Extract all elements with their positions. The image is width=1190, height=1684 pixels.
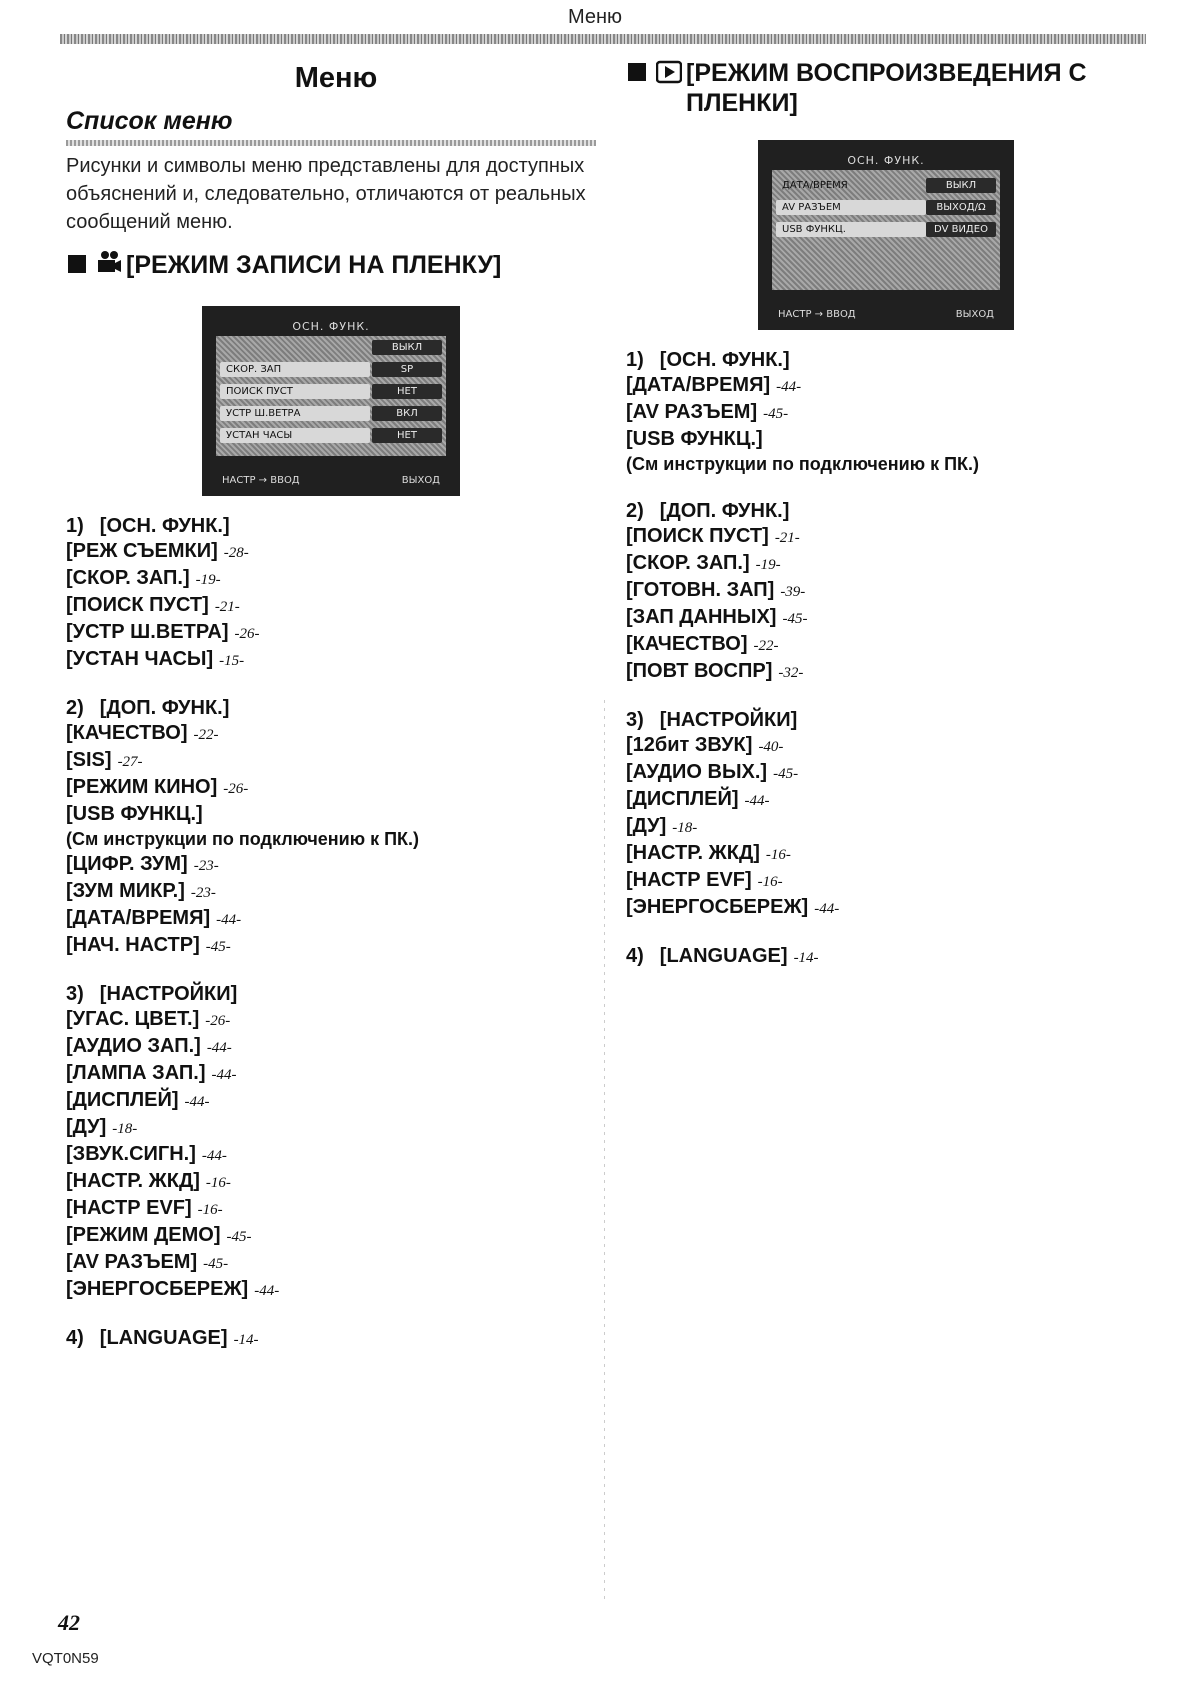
screen-row — [776, 222, 996, 238]
menu-item-label: [SIS] — [66, 749, 112, 771]
screen-row-item: USB ФУНКЦ. — [776, 222, 926, 237]
menu-screen-image — [758, 140, 1014, 330]
menu-item-label: [ДАТА/ВРЕМЯ] — [66, 907, 211, 929]
menu-item-label: [ДИСПЛЕЙ] — [626, 788, 739, 810]
menu-item — [626, 787, 1146, 814]
menu-item — [66, 1034, 596, 1061]
page-reference: -28- — [223, 545, 249, 561]
page-reference: -26- — [223, 781, 249, 797]
menu-item-label: [НАСТР EVF] — [66, 1197, 192, 1219]
menu-item — [66, 748, 596, 775]
screen-row-value: SP — [372, 362, 442, 377]
menu-item-label: [ЦИФР. ЗУМ] — [66, 853, 188, 875]
menu-list — [626, 348, 1146, 971]
menu-item — [626, 373, 1146, 400]
menu-item-label: [ЭНЕРГОСБЕРЕЖ] — [66, 1278, 249, 1300]
menu-item — [66, 852, 596, 879]
menu-group-number: 4) — [66, 1327, 84, 1349]
menu-group — [626, 708, 1146, 922]
right-column — [626, 56, 1146, 993]
page-reference: -44- — [254, 1283, 280, 1299]
page-reference: -44- — [211, 1067, 237, 1083]
screen-row-item: СКОР. ЗАП — [220, 362, 370, 377]
menu-note — [66, 827, 596, 852]
screen-row-item — [220, 340, 370, 355]
menu-item — [626, 632, 1146, 659]
left-column — [66, 56, 596, 1375]
menu-item-label: [КАЧЕСТВО] — [626, 633, 748, 655]
menu-item-label: [НАСТР. ЖКД] — [66, 1170, 200, 1192]
screen-row — [220, 362, 442, 378]
menu-item-label: [ПОИСК ПУСТ] — [66, 594, 209, 616]
menu-group-heading — [66, 1326, 596, 1353]
menu-item — [66, 539, 596, 566]
screen-row-item: УСТАН ЧАСЫ — [220, 428, 370, 443]
page-title: Меню — [294, 62, 378, 94]
document-code: VQT0N59 — [32, 1650, 99, 1667]
menu-item-label: [РЕЖ СЪЕМКИ] — [66, 540, 218, 562]
menu-group — [626, 944, 1146, 971]
menu-item-label: [УСТАН ЧАСЫ] — [66, 648, 214, 670]
menu-item-label: [AV РАЗЪЕМ] — [66, 1251, 198, 1273]
screen-row-value: DV ВИДЕО — [926, 222, 996, 237]
menu-group-title: [LANGUAGE] — [659, 945, 788, 967]
page-reference: -27- — [117, 754, 143, 770]
screen-footer — [222, 475, 440, 486]
page-reference: -45- — [203, 1256, 229, 1272]
section-bullet-icon — [628, 63, 646, 81]
menu-group-title: [НАСТРОЙКИ] — [659, 709, 798, 731]
menu-item-label: (См инструкции по подключению к ПК.) — [626, 454, 980, 474]
menu-item-label: [USB ФУНКЦ.] — [66, 803, 203, 825]
menu-item — [66, 1277, 596, 1304]
menu-item-label: [ДУ] — [626, 815, 667, 837]
screen-row-item: ПОИСК ПУСТ — [220, 384, 370, 399]
screen-row — [220, 384, 442, 400]
menu-item-label: [ЗВУК.СИГН.] — [66, 1143, 196, 1165]
page-reference: -44- — [744, 793, 770, 809]
menu-item — [626, 733, 1146, 760]
page-reference: -21- — [214, 599, 240, 615]
menu-group-number: 3) — [66, 983, 84, 1005]
menu-item — [626, 895, 1146, 922]
menu-item-label: [ПОИСК ПУСТ] — [626, 525, 769, 547]
page-reference: -45- — [773, 766, 799, 782]
menu-item-label: [НАСТР. ЖКД] — [626, 842, 760, 864]
menu-item — [626, 524, 1146, 551]
menu-item — [66, 1142, 596, 1169]
menu-group — [626, 348, 1146, 477]
menu-item — [626, 760, 1146, 787]
menu-item — [66, 721, 596, 748]
menu-item-label: [ДИСПЛЕЙ] — [66, 1089, 179, 1111]
menu-item — [66, 1250, 596, 1277]
screen-row — [776, 178, 996, 194]
page-reference: -44- — [206, 1040, 232, 1056]
menu-item-label: [СКОР. ЗАП.] — [66, 567, 190, 589]
section-title: [РЕЖИМ ВОСПРОИЗВЕДЕНИЯ С ПЛЕНКИ] — [686, 59, 1087, 117]
menu-item-label: [УСТР Ш.ВЕТРА] — [66, 621, 229, 643]
menu-group-heading — [626, 708, 1146, 733]
menu-item — [66, 933, 596, 960]
menu-item-label: [AV РАЗЪЕМ] — [626, 401, 758, 423]
menu-item-label: [УГАС. ЦВЕТ.] — [66, 1008, 200, 1030]
screen-row-item: УСТР Ш.ВЕТРА — [220, 406, 370, 421]
menu-screen-image — [202, 306, 460, 496]
section-heading-tape-playback — [626, 58, 1146, 118]
menu-group-number: 1) — [626, 349, 644, 371]
menu-item — [66, 593, 596, 620]
menu-group-heading — [66, 696, 596, 721]
menu-item — [626, 868, 1146, 895]
menu-item — [626, 551, 1146, 578]
menu-item-label: [АУДИО ЗАП.] — [66, 1035, 201, 1057]
screen-row-value: ВЫХОД/Ω — [926, 200, 996, 215]
menu-item-label: [ПОВТ ВОСПР] — [626, 660, 773, 682]
page-reference: -15- — [219, 653, 245, 669]
menu-item — [626, 400, 1146, 427]
menu-group-title: [ОСН. ФУНК.] — [99, 515, 230, 537]
menu-item — [66, 1223, 596, 1250]
page-reference: -23- — [193, 858, 219, 874]
screen-body — [216, 336, 446, 456]
screen-row — [220, 406, 442, 422]
menu-item-label: [НАЧ. НАСТР] — [66, 934, 200, 956]
menu-item — [66, 906, 596, 933]
page-reference: -22- — [193, 727, 219, 743]
menu-item-label: (См инструкции по подключению к ПК.) — [66, 829, 420, 849]
page-reference: -44- — [201, 1148, 227, 1164]
section-divider — [66, 140, 596, 146]
screen-row-value: ВЫКЛ — [372, 340, 442, 355]
page-reference: -45- — [782, 611, 808, 627]
screen-row-item: ДАТА/ВРЕМЯ — [782, 180, 848, 191]
screen-footer-left: НАСТР → ВВОД — [778, 309, 856, 320]
menu-group-title: [НАСТРОЙКИ] — [99, 983, 238, 1005]
page-reference: -44- — [184, 1094, 210, 1110]
page-reference: -44- — [216, 912, 242, 928]
menu-item — [66, 620, 596, 647]
menu-group — [66, 696, 596, 960]
page-reference: -18- — [112, 1121, 138, 1137]
page-reference: -16- — [757, 874, 783, 890]
menu-item — [66, 1115, 596, 1142]
menu-item-label: [ГОТОВН. ЗАП] — [626, 579, 775, 601]
screen-title: ОСН. ФУНК. — [292, 320, 370, 333]
menu-group-heading — [626, 499, 1146, 524]
page-reference: -45- — [226, 1229, 252, 1245]
menu-item-label: [12бит ЗВУК] — [626, 734, 753, 756]
menu-item — [626, 578, 1146, 605]
menu-group — [626, 499, 1146, 686]
menu-item-label: [USB ФУНКЦ.] — [626, 428, 763, 450]
tape-playback-mode-icon — [656, 60, 682, 84]
menu-group-title: [ДОП. ФУНК.] — [99, 697, 230, 719]
screen-row-value: ВЫКЛ — [926, 178, 996, 193]
menu-group-number: 1) — [66, 515, 84, 537]
menu-group-title: [ОСН. ФУНК.] — [659, 349, 790, 371]
menu-item — [626, 427, 1146, 452]
page-reference: -39- — [780, 584, 806, 600]
menu-group — [66, 982, 596, 1304]
menu-item-label: [ЗАП ДАННЫХ] — [626, 606, 777, 628]
screen-row-value: ВКЛ — [372, 406, 442, 421]
menu-note — [626, 452, 1146, 477]
menu-list — [66, 514, 596, 1353]
page-reference: -14- — [793, 950, 819, 966]
menu-item-label: [ЗУМ МИКР.] — [66, 880, 185, 902]
tape-record-mode-icon — [96, 250, 122, 274]
page-reference: -44- — [776, 379, 802, 395]
page-reference: -26- — [234, 626, 260, 642]
screen-footer-right: ВЫХОД — [955, 309, 994, 320]
section-heading-tape-record — [66, 250, 596, 280]
page-reference: -16- — [197, 1202, 223, 1218]
screen-row-value: НЕТ — [372, 384, 442, 399]
page-reference: -40- — [758, 739, 784, 755]
menu-item-label: [РЕЖИМ ДЕМО] — [66, 1224, 221, 1246]
screen-row — [220, 340, 442, 356]
column-divider — [604, 700, 605, 1600]
menu-item — [66, 566, 596, 593]
screen-title: ОСН. ФУНК. — [847, 154, 925, 167]
menu-item — [66, 1169, 596, 1196]
menu-item-label: [НАСТР EVF] — [626, 869, 752, 891]
subsection-title: Список меню — [66, 107, 233, 135]
menu-item — [66, 647, 596, 674]
page-reference: -14- — [233, 1332, 259, 1348]
page-reference: -21- — [774, 530, 800, 546]
page-reference: -19- — [195, 572, 221, 588]
header-rule — [60, 34, 1146, 44]
menu-item-label: [КАЧЕСТВО] — [66, 722, 188, 744]
menu-item — [66, 802, 596, 827]
page-reference: -16- — [205, 1175, 231, 1191]
page-reference: -44- — [814, 901, 840, 917]
page-reference: -18- — [672, 820, 698, 836]
menu-item-label: [ДАТА/ВРЕМЯ] — [626, 374, 771, 396]
screen-row — [776, 200, 996, 216]
menu-item — [66, 1061, 596, 1088]
screen-row — [220, 428, 442, 444]
screen-body — [772, 170, 1000, 290]
menu-item-label: [РЕЖИМ КИНО] — [66, 776, 218, 798]
menu-item-label: [СКОР. ЗАП.] — [626, 552, 750, 574]
screen-footer-right: ВЫХОД — [401, 475, 440, 486]
page-reference: -26- — [205, 1013, 231, 1029]
menu-item — [626, 814, 1146, 841]
menu-item — [66, 1088, 596, 1115]
menu-item — [626, 605, 1146, 632]
section-bullet-icon — [68, 255, 86, 273]
menu-item — [626, 659, 1146, 686]
menu-item-label: [ЛАМПА ЗАП.] — [66, 1062, 206, 1084]
page-number: 42 — [58, 1610, 80, 1635]
menu-group — [66, 1326, 596, 1353]
menu-group-heading — [626, 944, 1146, 971]
menu-item — [66, 775, 596, 802]
menu-group-number: 2) — [66, 697, 84, 719]
page-reference: -45- — [763, 406, 789, 422]
screen-row-value: НЕТ — [372, 428, 442, 443]
screen-footer-left: НАСТР → ВВОД — [222, 475, 300, 486]
menu-item — [66, 1007, 596, 1034]
menu-item-label: [АУДИО ВЫХ.] — [626, 761, 768, 783]
menu-item — [626, 841, 1146, 868]
screen-footer — [778, 309, 994, 320]
menu-item-label: [ЭНЕРГОСБЕРЕЖ] — [626, 896, 809, 918]
menu-group — [66, 514, 596, 674]
menu-item — [66, 879, 596, 906]
menu-item-label: [ДУ] — [66, 1116, 107, 1138]
page-reference: -16- — [765, 847, 791, 863]
menu-group-title: [LANGUAGE] — [99, 1327, 228, 1349]
menu-group-title: [ДОП. ФУНК.] — [659, 500, 790, 522]
menu-group-number: 4) — [626, 945, 644, 967]
intro-paragraph: Рисунки и символы меню представлены для доступных объяснений и, следовательно, отличаются от реальных сообщений меню. — [66, 155, 586, 233]
menu-group-number: 3) — [626, 709, 644, 731]
page-reference: -22- — [753, 638, 779, 654]
menu-group-number: 2) — [626, 500, 644, 522]
menu-group-heading — [626, 348, 1146, 373]
menu-group-heading — [66, 982, 596, 1007]
menu-item — [66, 1196, 596, 1223]
page-reference: -32- — [778, 665, 804, 681]
page-reference: -19- — [755, 557, 781, 573]
screen-row-item: AV РАЗЪЕМ — [776, 200, 926, 215]
page-reference: -23- — [190, 885, 216, 901]
menu-group-heading — [66, 514, 596, 539]
section-title: [РЕЖИМ ЗАПИСИ НА ПЛЕНКУ] — [126, 251, 502, 279]
page-reference: -45- — [205, 939, 231, 955]
running-header: Меню — [567, 6, 623, 28]
